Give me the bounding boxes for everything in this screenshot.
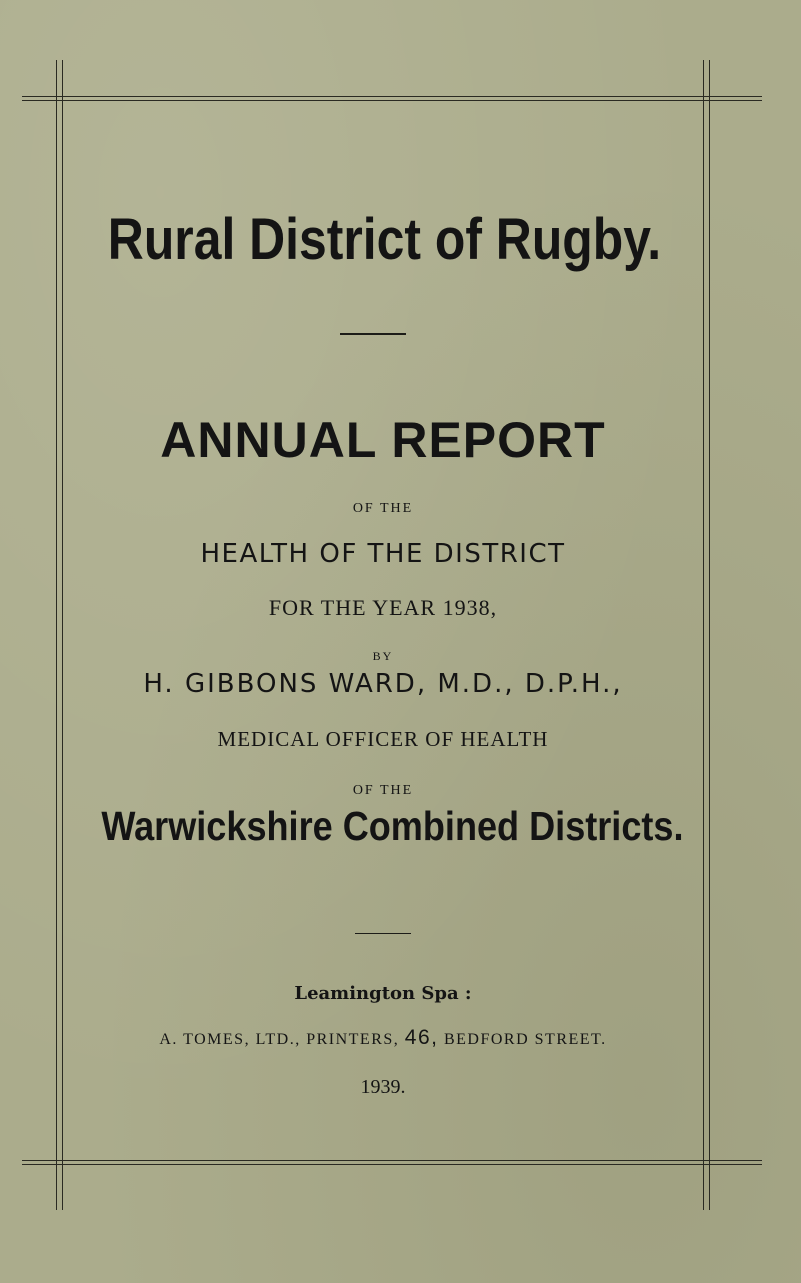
author-name: H. GIBBONS WARD, M.D., D.P.H., <box>143 669 623 699</box>
cover-content <box>63 101 703 1159</box>
frame-bottom-outer-line <box>22 1164 762 1165</box>
of-the-text: OF THE <box>352 501 414 516</box>
frame-top-outer-line <box>22 96 762 97</box>
printer-name: A. TOMES, LTD., PRINTERS, <box>159 1031 400 1048</box>
report-subject: HEALTH OF THE DISTRICT <box>200 539 566 569</box>
report-heading: ANNUAL REPORT <box>160 412 606 468</box>
printer-imprint <box>63 1026 703 1050</box>
publication-place: Leamington Spa : <box>294 983 472 1004</box>
publication-year: 1939. <box>360 1076 406 1098</box>
authority-name: Warwickshire Combined Districts. <box>101 803 684 849</box>
report-period: FOR THE YEAR 1938, <box>268 595 498 620</box>
author-position: MEDICAL OFFICER OF HEALTH <box>217 727 549 751</box>
by-text: BY <box>372 649 394 663</box>
of-the-text-2: OF THE <box>352 783 414 798</box>
printer-street-number: 46, <box>404 1026 439 1049</box>
frame-bottom-inner-line <box>22 1160 762 1161</box>
frame-left-outer-line <box>56 60 57 1210</box>
imprint-divider <box>355 933 411 934</box>
frame-right-outer-line <box>709 60 710 1210</box>
report-title: Rural District of Rugby. <box>107 207 662 272</box>
title-divider <box>340 333 406 335</box>
printer-street: BEDFORD STREET. <box>443 1031 607 1048</box>
frame-right-inner-line <box>703 60 704 1210</box>
